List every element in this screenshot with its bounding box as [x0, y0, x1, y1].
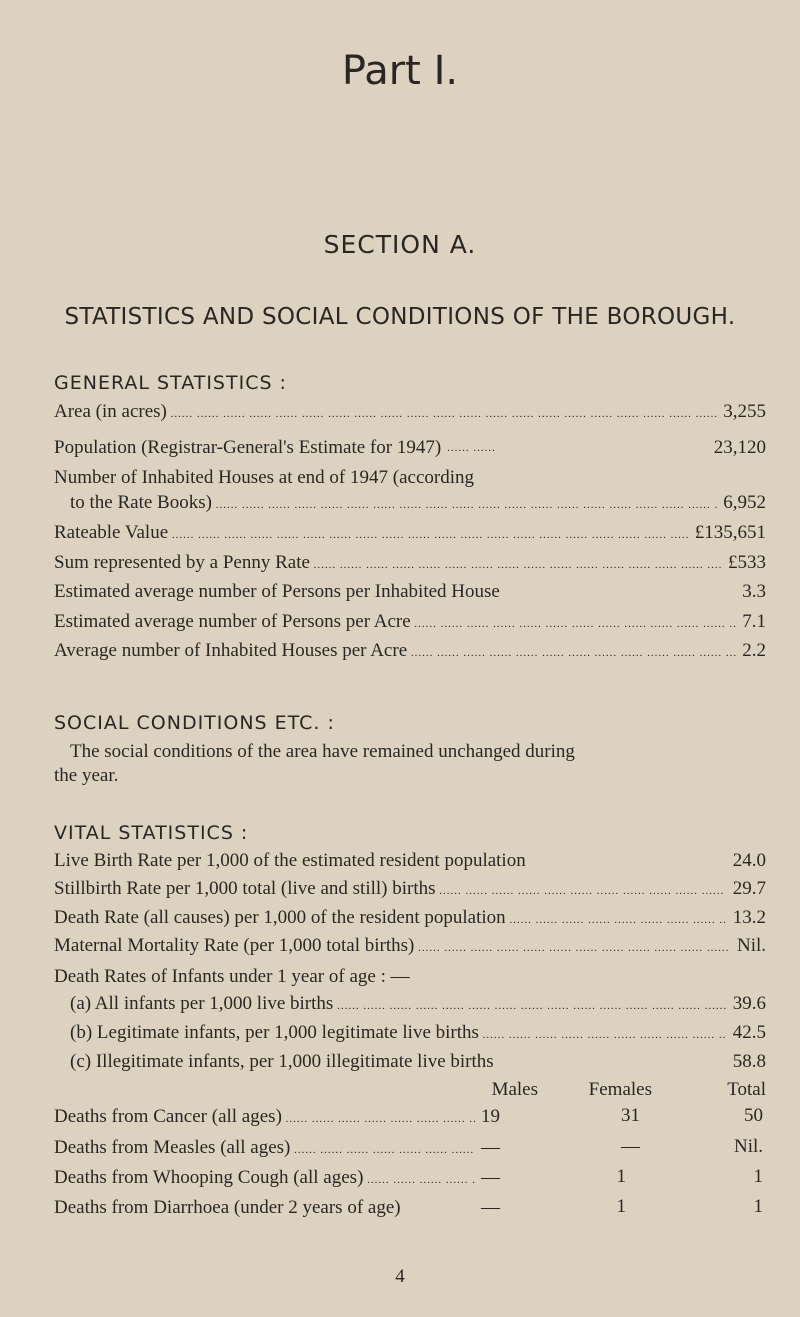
stat-row-houses-per-acre: Average number of Inhabited Houses per Acre ..... 2.2: [54, 639, 766, 665]
page-number: 4: [395, 1266, 405, 1287]
cell-females: 1: [616, 1196, 626, 1217]
table-row: Deaths from Whooping Cough (all ages) ..... —: [54, 1166, 500, 1192]
stat-row-persons-per-acre: Estimated average number of Persons per Acre ..... 7.1: [54, 610, 766, 636]
cell-total: Nil.: [733, 1136, 763, 1157]
stat-row-houses-line1: Number of Inhabited Houses at end of 1947 (according: [54, 467, 474, 488]
cell-females: 1: [616, 1166, 626, 1187]
cell-females: 31: [621, 1105, 640, 1126]
stat-row-rateable-value: Rateable Value ..... £135,651: [54, 521, 766, 547]
col-header-males: Males: [491, 1079, 538, 1100]
section-title: SECTION A.: [323, 230, 477, 259]
col-header-total: Total: [727, 1079, 766, 1100]
stat-row-population: Population (Registrar-General's Estimate for 1947) ...... ...... 23,120: [54, 437, 766, 458]
table-row: Deaths from Diarrhoea (under 2 years of age) —: [54, 1197, 500, 1218]
vital-row-death-rate: Death Rate (all causes) per 1,000 of the resident population ..... 13.2: [54, 906, 766, 932]
social-conditions-text: The social conditions of the area have remained unchanged during the year.: [54, 741, 575, 786]
table-row: Deaths from Measles (all ages) ..... —: [54, 1136, 500, 1162]
part-title: Part I.: [341, 48, 459, 94]
table-row: Deaths from Cancer (all ages) ..... 19: [54, 1105, 500, 1131]
cell-total: 1: [753, 1166, 763, 1187]
cell-total: 50: [744, 1105, 763, 1126]
vital-row-maternal-mortality: Maternal Mortality Rate (per 1,000 total births) ..... Nil.: [54, 934, 766, 960]
col-header-females: Females: [588, 1079, 652, 1100]
cell-total: 1: [753, 1196, 763, 1217]
vital-row-infants-all: (a) All infants per 1,000 live births ..... 39.6: [70, 992, 766, 1018]
social-conditions-heading: SOCIAL CONDITIONS ETC. :: [54, 712, 335, 734]
vital-row-infants-illegitimate: (c) Illegitimate infants, per 1,000 illegitimate live births 58.8: [70, 1051, 766, 1072]
vital-row-live-birth-rate: Live Birth Rate per 1,000 of the estimated resident population 24.0: [54, 850, 766, 871]
cell-females: —: [621, 1136, 640, 1157]
stat-row-persons-per-house: Estimated average number of Persons per Inhabited House 3.3: [54, 581, 766, 602]
vital-row-infant-heading: Death Rates of Infants under 1 year of age : —: [54, 966, 410, 987]
vital-statistics-heading: VITAL STATISTICS :: [54, 822, 249, 844]
stat-row-area: Area (in acres) ..... 3,255: [54, 400, 766, 426]
vital-row-infants-legitimate: (b) Legitimate infants, per 1,000 legitimate live births ..... 42.5: [70, 1021, 766, 1047]
general-statistics-heading: GENERAL STATISTICS :: [54, 372, 287, 394]
vital-row-stillbirth-rate: Stillbirth Rate per 1,000 total (live and still) births ..... 29.7: [54, 877, 766, 903]
document-title: STATISTICS AND SOCIAL CONDITIONS OF THE BOROUGH.: [64, 304, 736, 330]
stat-row-houses: to the Rate Books) ..... 6,952: [70, 491, 766, 517]
stat-row-penny-rate: Sum represented by a Penny Rate ..... £533: [54, 551, 766, 577]
